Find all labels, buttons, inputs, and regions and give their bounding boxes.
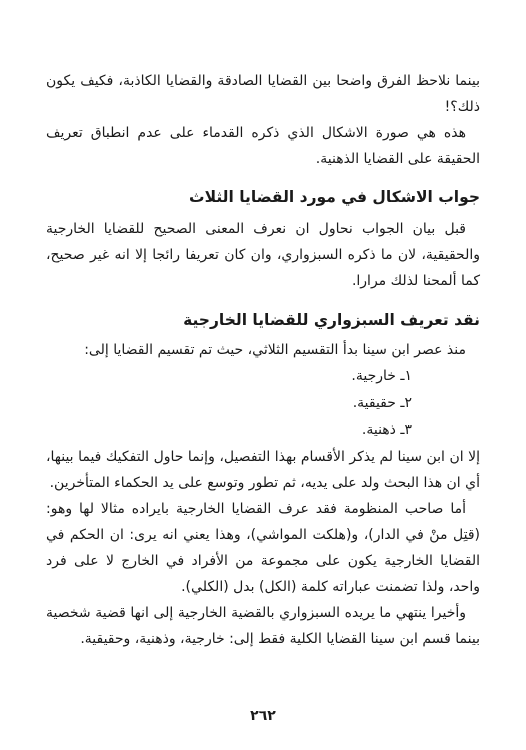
list-item-mental: ٣ـ ذهنية.	[361, 422, 412, 438]
section-answer-paragraph: قبل بيان الجواب نحاول ان نعرف المعنى الصحيح للقضايا الخارجية والحقيقية، لان ما ذكره السبزواري، وان كان تعريفا رائجا إلا انه غير صحيح، كما ألمحنا لذلك مرارا.	[46, 221, 480, 289]
paragraph-top-1: بينما نلاحظ الفرق واضحا بين القضايا الصادقة والقضايا الكاذبة، فكيف يكون ذلك؟!	[46, 73, 480, 115]
paragraph-manzuma: أما صاحب المنظومة فقد عرف القضايا الخارجية بايراده مثالا لها وهو: (قتِل منْ في الدار)، و(هلكت المواشي)، وهذا يعني انه يرى: ان الحكم في القضايا الخارجية يكون على مجموعة من الأفراد في الخارج لا على فرد واحد، ولذا تضمنت عباراته كلمة (الكل) بدل (الكلي).	[46, 501, 480, 595]
page-body	[46, 66, 480, 750]
paragraph-ibn-sina: إلا ان ابن سينا لم يذكر الأقسام بهذا التفصيل، وإنما حاول التفكيك فيما بينها، أي ان هذا البحث ولد على يديه، ثم تطور وتوسع على يد الحكماء المتأخرين.	[46, 449, 480, 491]
page-number: ٢٦٢	[250, 708, 276, 724]
section-heading-answer: جواب الاشكال في مورد القضايا الثلاث	[189, 188, 480, 206]
list-item-external: ١ـ خارجية.	[351, 368, 412, 384]
list-item-real: ٢ـ حقيقية.	[352, 395, 412, 411]
paragraph-top-2: هذه هي صورة الاشكال الذي ذكره القدماء على عدم انطباق تعريف الحقيقة على القضايا الذهنية.	[46, 125, 480, 167]
section-heading-critique: نقد تعريف السبزواري للقضايا الخارجية	[183, 311, 480, 329]
paragraph-conclusion: وأخيرا ينتهي ما يريده السبزواري بالقضية الخارجية إلى انها قضية شخصية بينما قسم ابن سينا القضايا الكلية فقط إلى: خارجية، وذهنية، وحقيقية.	[46, 605, 480, 647]
section-critique-intro: منذ عصر ابن سينا بدأ التقسيم الثلاثي، حيث تم تقسيم القضايا إلى:	[84, 342, 466, 358]
